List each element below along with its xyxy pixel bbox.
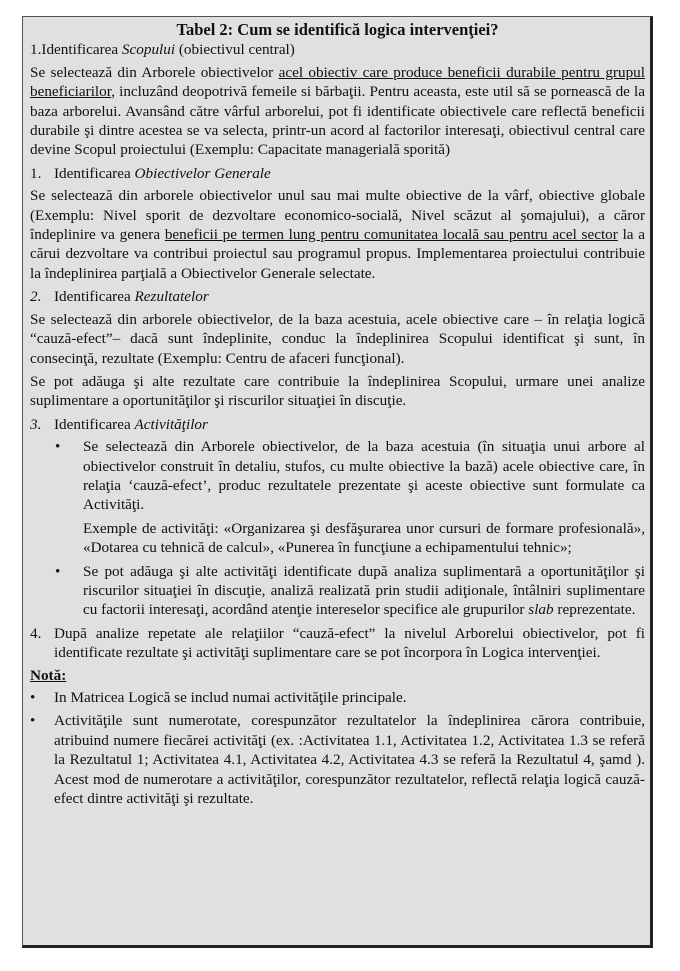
bullet-icon: • (30, 712, 36, 730)
examples-paragraph: Exemple de activităţi: «Organizarea şi desfăşurarea unor cursuri de formare profesională», «Dotarea cu tehnică de calcul», «Punerea în funcţiune a echipamentului tehnic»; (83, 519, 645, 557)
heading-suffix: (obiectivul central) (175, 41, 295, 59)
section-rez-heading (30, 287, 645, 306)
list-item (30, 711, 645, 808)
text: reprezentate. (553, 601, 636, 619)
table-title: Tabel 2: Cum se identifică logica intervenţiei? (176, 20, 499, 39)
list-item (30, 437, 645, 557)
bullet-icon: • (30, 689, 36, 706)
list-item (30, 688, 645, 707)
heading-italic: Scopului (121, 41, 176, 59)
section-4 (30, 624, 645, 663)
section-og-paragraph (30, 186, 645, 283)
section-og-heading (30, 164, 645, 183)
underlined-text: acel obiectiv care produce beneficii durabile pentru grupul beneficiarilor (30, 63, 645, 101)
nota-item-text: Activităţile sunt numerotate, corespunzător rezultatelor la îndeplinirea cărora contribuie, atribuind numere fiecărei activităţi (ex. :Activitatea 1.1, Activitatea 1.2, Activitatea 1.3 se referă la Rezultatul 1; Activitatea 4.1, Activitatea 4.2, Activitatea 4.3 se referă la Rezultatul 4, şamd ). Acest mod de numerotare a activităţilor, corespunzător rezultatelor, reflectă relaţia logică cauză-efect dintre activităţi şi rezultate. (54, 712, 645, 808)
section-rez-paragraph-2: Se pot adăuga şi alte rezultate care contribuie la îndeplinirea Scopului, urmare unei analize suplimentare a oportunităţilor şi riscurilor situaţiei în discuţie. (30, 372, 645, 410)
heading-italic: Obiectivelor Generale (134, 164, 271, 182)
heading-text: Identificarea (54, 164, 135, 182)
section-number: 2. (30, 288, 42, 306)
section-rez-paragraph-1: Se selectează din arborele obiectivelor, de la baza acestuia, acele obiective care – în relaţia logică “cauză-efect”– dacă sunt îndeplinite, conduc la îndeplinirea Scopului identificat şi sunt, în consecinţă, rezultate (Exemplu: Centru de afaceri funcţional). (30, 310, 645, 367)
text: Se pot adăuga şi alte activităţi identificate după analiza suplimentară a oportunităţilor şi riscurilor situaţiei în discuţie, analiză realizată prin studii adiţionale, întâlniri suplimentare cu factorii interesaţi, acordând atenţie intereselor specifice ale grupurilor (83, 562, 645, 619)
nota-bullet-list (30, 688, 645, 808)
nota-item-text: In Matricea Logică se includ numai activităţile principale. (54, 689, 407, 706)
heading-italic: Activităţilor (134, 415, 208, 433)
section-number: 3. (30, 415, 42, 433)
text: , incluzând deopotrivă femeile si bărbaţii. Pentru aceasta, este util să se pornească de la baza arborelui. Avansând către vârful arborelui, pot fi identificate obiectivele care reflectă beneficii durabile şi dintre acestea se va selecta, printr-un acord al factorilor interesaţi, obiectivul central care devine Scopul proiectului (Exemplu: Capacitate managerială sporită) (30, 83, 645, 159)
heading-text: Identificarea (54, 288, 135, 306)
bullet-icon: • (55, 438, 61, 456)
heading-text: 1.Identificarea (30, 41, 122, 59)
text: Se selectează din Arborele obiectivelor (30, 63, 279, 81)
underlined-text: beneficii pe termen lung pentru comunitatea locală sau pentru acel sector (164, 226, 618, 244)
activities-bullet-list (30, 437, 645, 620)
bullet-icon: • (55, 562, 61, 580)
text: la a cărui dezvoltare va contribui proiectul sau programul propus. Implementarea proiectului contribuie la îndeplinirea parţială a Obiectivelor Generale selectate. (30, 226, 646, 282)
list-item (30, 562, 645, 620)
table-box (22, 16, 653, 948)
nota-heading: Notă: (30, 666, 67, 684)
heading-italic: Rezultatelor (134, 288, 209, 306)
section-number: 4. (30, 624, 42, 642)
section-scop-paragraph (30, 63, 645, 160)
heading-text: Identificarea (54, 415, 135, 433)
section-number: 1. (30, 164, 42, 182)
bullet-paragraph: Se selectează din Arborele obiectivelor, de la baza acestuia (în situaţia unui arbore al obiectivelor construit în detaliu, stufos, cu multe obiective la bază) acele obiective care, în relaţia ‘cauză-efect’, produc rezultatele prezentate şi aceste obiective sunt formulate ca Activităţi. (83, 438, 645, 514)
section-act-heading (30, 415, 645, 434)
text: Se selectează din arborele obiectivelor unul sau mai multe obiective de la vârf, obiective globale (Exemplu: Nivel sporit de dezvoltare economico-socială, Nivel scăzut al şomajului), a căror îndeplinire va genera (30, 187, 645, 244)
section-scop-heading (30, 40, 645, 59)
section-4-text: După analize repetate ale relaţiilor “cauză-efect” la nivelul Arborelui obiectivelor, pot fi identificate rezultate şi activităţi suplimentare care se pot încorpora în Logica intervenţiei. (54, 624, 645, 662)
italic-text: slab (528, 601, 554, 619)
